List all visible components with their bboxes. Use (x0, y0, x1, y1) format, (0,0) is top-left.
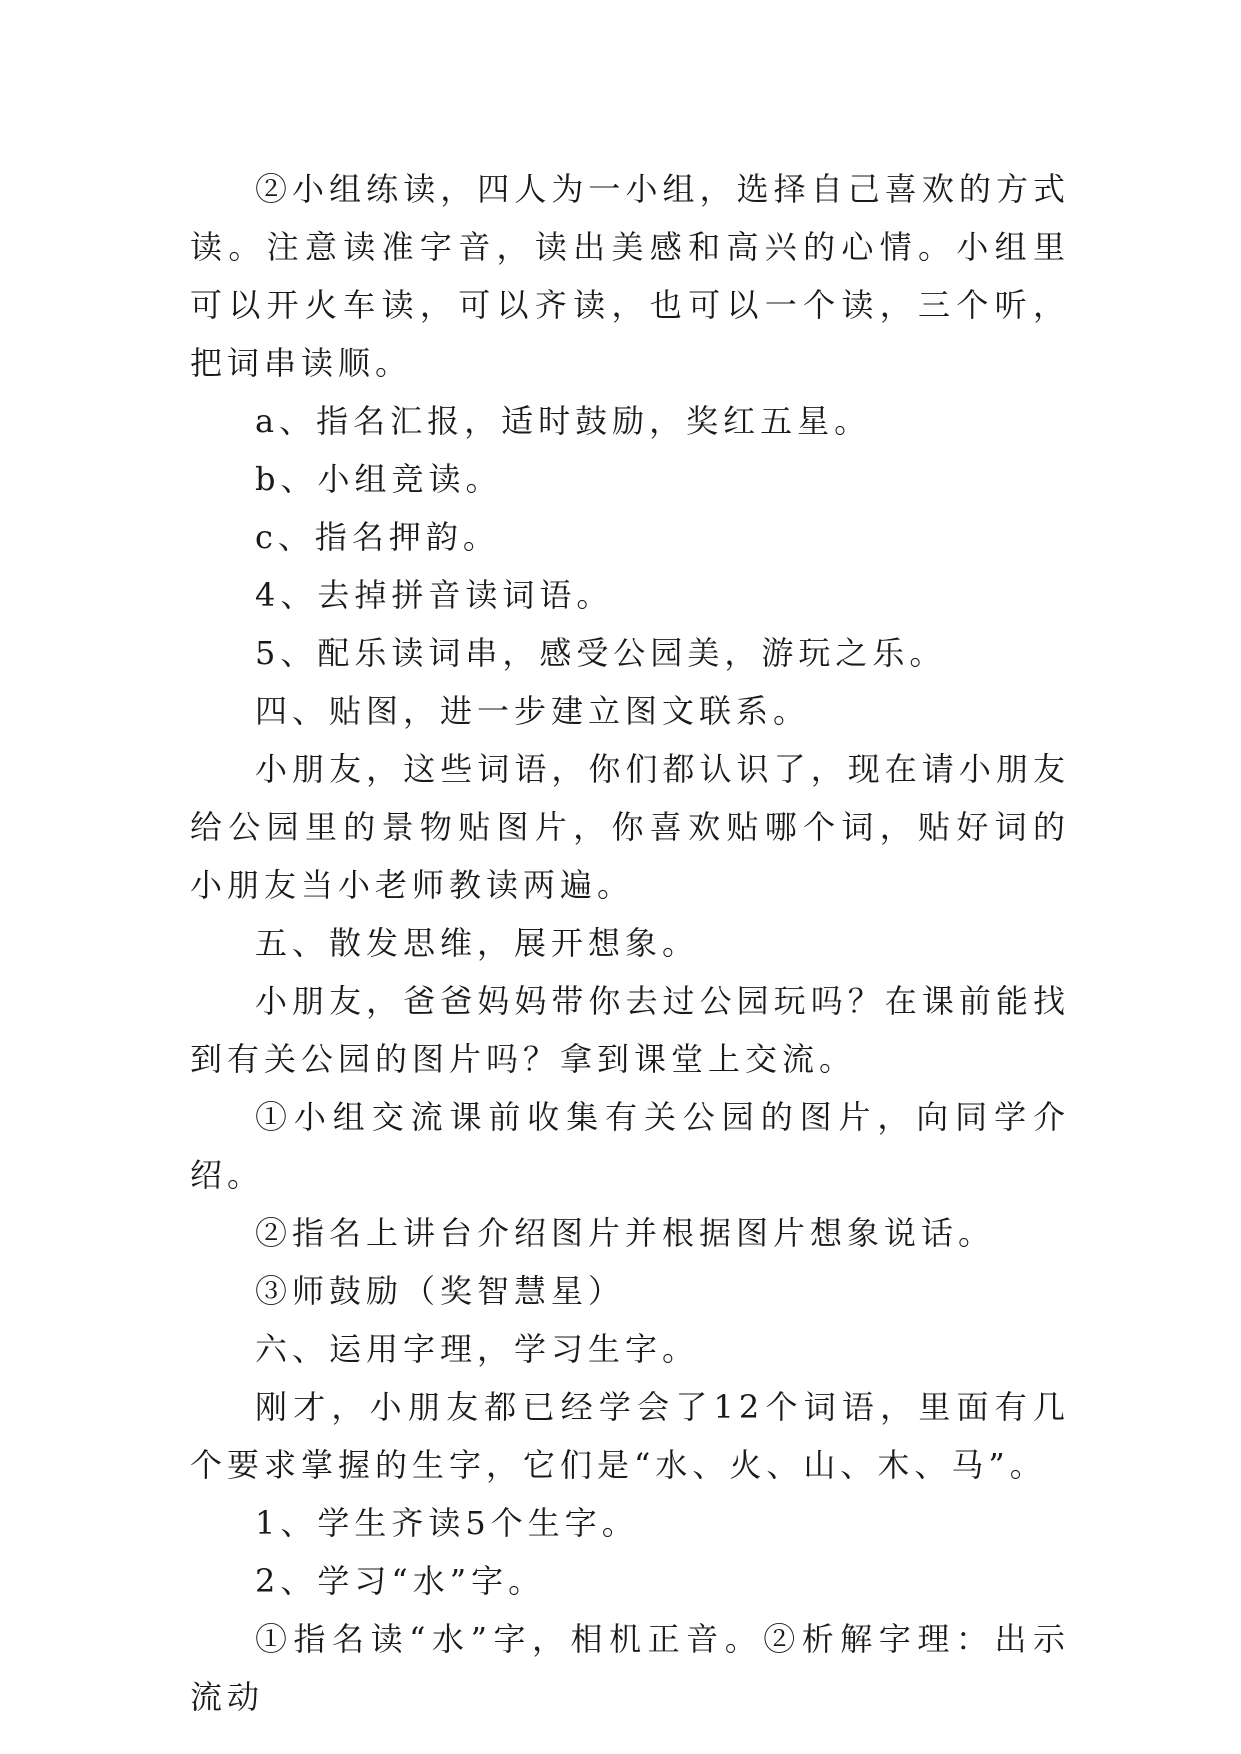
paragraph-item-a: a、指名汇报，适时鼓励，奖红五星。 (255, 402, 872, 440)
paragraph-item-c: c、指名押韵。 (255, 518, 500, 556)
paragraph-group-reading: ②小组练读，四人为一小组，选择自己喜欢的方式读。注意读准字音，读出美感和高兴的心情。小组里可以开火车读，可以齐读，也可以一个读，三个听，把词串读顺。 (190, 170, 1070, 382)
document-body (190, 160, 1070, 1726)
paragraph-step-2: 2、学习“水”字。 (255, 1562, 546, 1600)
paragraph-step-1: 1、学生齐读5个生字。 (255, 1504, 639, 1542)
paragraph-step-5: 5、配乐读词串，感受公园美，游玩之乐。 (255, 634, 947, 672)
paragraph-list-item-3: ③师鼓励（奖智慧星） (255, 1272, 626, 1310)
section-heading-6: 六、运用字理，学习生字。 (255, 1330, 700, 1368)
paragraph-park-question: 小朋友，爸爸妈妈带你去过公园玩吗？在课前能找到有关公园的图片吗？拿到课堂上交流。 (190, 982, 1070, 1078)
paragraph-sticker-activity: 小朋友，这些词语，你们都认识了，现在请小朋友给公园里的景物贴图片，你喜欢贴哪个词，贴好词的小朋友当小老师教读两遍。 (190, 750, 1070, 904)
paragraph-new-characters: 刚才，小朋友都已经学会了12个词语，里面有几个要求掌握的生字，它们是“水、火、山、木、马”。 (190, 1388, 1070, 1484)
paragraph-item-b: b、小组竞读。 (255, 460, 503, 498)
paragraph-water-character: ①指名读“水”字，相机正音。②析解字理：出示流动 (190, 1620, 1070, 1716)
paragraph-list-item-1: ①小组交流课前收集有关公园的图片，向同学介绍。 (190, 1098, 1070, 1194)
section-heading-4: 四、贴图，进一步建立图文联系。 (255, 692, 811, 730)
section-heading-5: 五、散发思维，展开想象。 (255, 924, 700, 962)
paragraph-step-4: 4、去掉拼音读词语。 (255, 576, 614, 614)
paragraph-list-item-2: ②指名上讲台介绍图片并根据图片想象说话。 (255, 1214, 996, 1252)
